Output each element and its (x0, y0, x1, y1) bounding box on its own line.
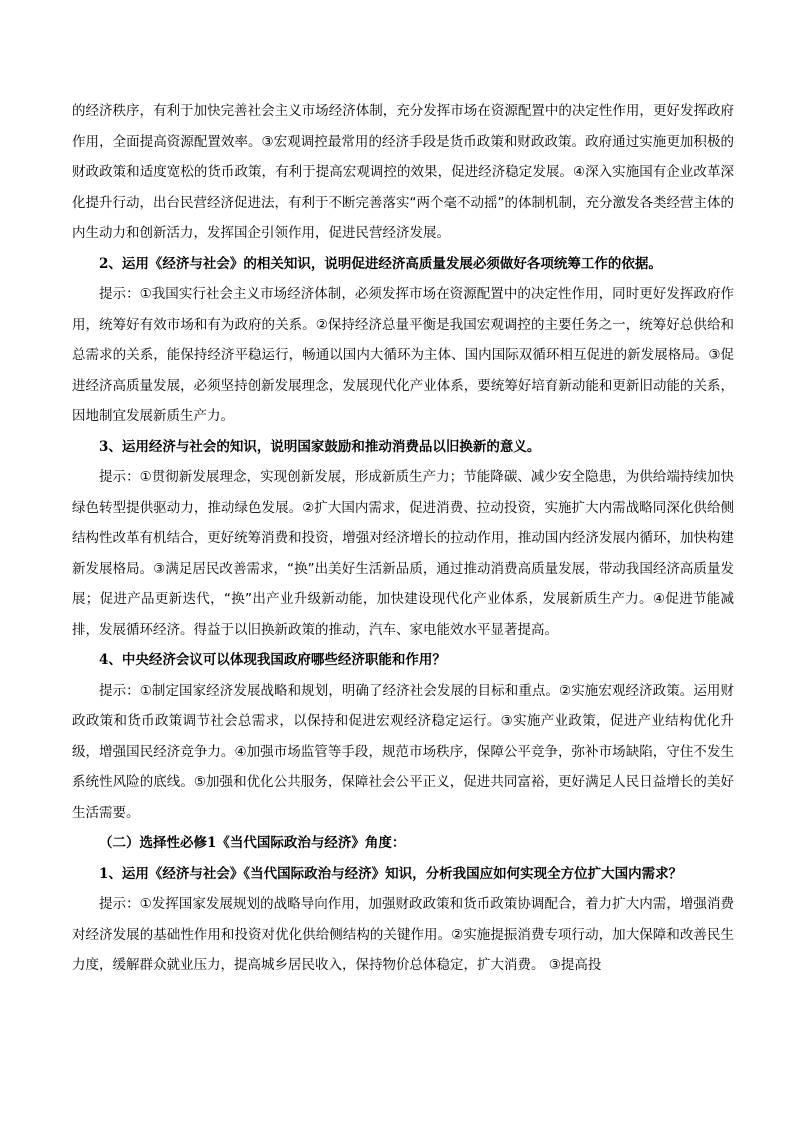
paragraph-continuation: 的经济秩序，有利于加快完善社会主义市场经济体制，充分发挥市场在资源配置中的决定性作用，更好发挥政府作用，全面提高资源配置效率。③宏观调控最常用的经济手段是货币政策和财政政策。政府通过实施更加积极的财政政策和适度宽松的货币政策，有利于提高宏观调控的效果，促进经济稳定发展。④深入实施国有企业改革深化提升行动，出台民营经济促进法，有利于不断完善落实“两个毫不动摇”的体制机制，充分激发各类经营主体的内生动力和创新活力，发挥国企引领作用，促进民营经济发展。 (72, 103, 734, 241)
answer-3: 提示：①贯彻新发展理念，实现创新发展，形成新质生产力；节能降碳、减少安全隐患，为供给端持续加快绿色转型提供驱动力，推动绿色发展。②扩大国内需求，促进消费、拉动投资，实施扩大内需战略同深化供给侧结构性改革有机结合，更好统筹消费和投资，增强对经济增长的拉动作用，推动国内经济发展内循环，加快构建新发展格局。③满足居民改善需求，“换”出美好生活新品质，通过推动消费高质量发展，带动我国经济高质量发展；促进产品更新迭代，“换”出产业升级新动能，加快建设现代化产业体系，发展新质生产力。④促进节能减排，发展循环经济。得益于以旧换新政策的推动，汽车、家电能效水平显著提高。 (72, 469, 734, 638)
question-2: 2、运用《经济与社会》的相关知识，说明促进经济高质量发展必须做好各项统筹工作的依据。 (99, 255, 662, 272)
question-3: 3、运用经济与社会的知识，说明国家鼓励和推动消费品以旧换新的意义。 (99, 438, 541, 455)
section-heading: （二）选择性必修1《当代国际政治与经济》角度： (99, 835, 406, 851)
answer-4: 提示：①制定国家经济发展战略和规划，明确了经济社会发展的目标和重点。②实施宏观经济政策。运用财政政策和货币政策调节社会总需求，以保持和促进宏观经济稳定运行。③实施产业政策，促进产业结构优化升级，增强国民经济竞争力。④加强市场监管等手段，规范市场秩序，保障公平竞争，弥补市场缺陷，守住不发生系统性风险的底线。⑤加强和优化公共服务，保障社会公平正义，促进共同富裕，更好满足人民日益增长的美好生活需要。 (72, 682, 734, 821)
question-1-section-2: 1、运用《经济与社会》《当代国际政治与经济》知识，分析我国应如何实现全方位扩大国内需求？ (99, 865, 683, 882)
answer-1-section-2: 提示：①发挥国家发展规划的战略导向作用，加强财政政策和货币政策协调配合，着力扩大内需，增强消费对经济发展的基础性作用和投资对优化供给侧结构的关键作用。②实施提振消费专项行动，加大保障和改善民生力度，缓解群众就业压力，提高城乡居民收入，保持物价总体稳定，扩大消费。 ③提高投 (72, 896, 734, 973)
answer-2: 提示：①我国实行社会主义市场经济体制，必须发挥市场在资源配置中的决定性作用，同时更好发挥政府作用，统筹好有效市场和有为政府的关系。②保持经济总量平衡是我国宏观调控的主要任务之一，统筹好总供给和总需求的关系，能保持经济平稳运行，畅通以国内大循环为主体、国内国际双循环相互促进的新发展格局。③促进经济高质量发展，必须坚持创新发展理念，发展现代化产业体系，要统筹好培育新动能和更新旧动能的关系，因地制宜发展新质生产力。 (72, 286, 734, 424)
document-body (72, 96, 734, 981)
question-4: 4、中央经济会议可以体现我国政府哪些经济职能和作用？ (99, 652, 446, 668)
